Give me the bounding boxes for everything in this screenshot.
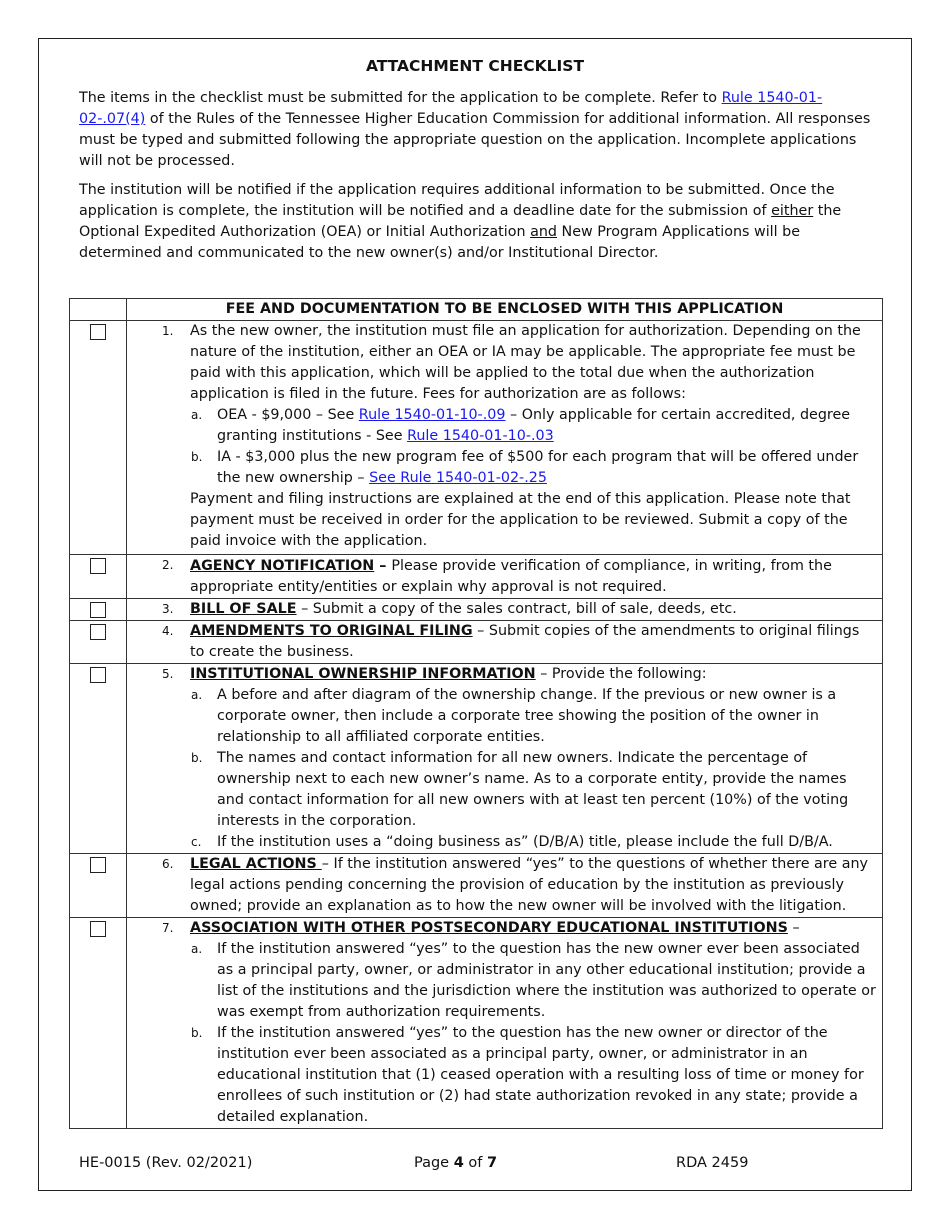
item-number: 6. xyxy=(162,857,174,871)
page-title: ATTACHMENT CHECKLIST xyxy=(365,57,585,75)
item-text: Please provide verification of compliance, in writing, from the appropriate entity/entities or explain why approval is not required. xyxy=(190,558,832,595)
item-text: – Submit copies of the amendments to original filings to create the business. xyxy=(190,623,860,660)
item-text: – Submit a copy of the sales contract, bill of sale, deeds, etc. xyxy=(296,601,737,617)
page-of: of xyxy=(463,1155,488,1171)
checkbox-column-header xyxy=(70,299,127,321)
page-prefix: Page xyxy=(414,1155,454,1171)
rule-link-1003[interactable]: Rule 1540-01-10-.03 xyxy=(407,428,554,444)
intro-paragraph-1 xyxy=(79,88,874,172)
item-heading: BILL OF SALE xyxy=(190,601,297,617)
page-total: 7 xyxy=(487,1155,498,1171)
item-5-subitem-c xyxy=(127,832,876,853)
item-number: 4. xyxy=(162,624,174,638)
rule-link-0225[interactable]: See Rule 1540-01-02-.25 xyxy=(369,470,547,486)
intro-either: either xyxy=(771,203,814,219)
footer-rda: RDA 2459 xyxy=(676,1155,749,1171)
checkbox-item-2[interactable] xyxy=(90,558,106,574)
intro-text: The institution will be notified if the application requires additional information to be submitted. Once the application is complete, the institution will be notified and a deadline date for the submission of xyxy=(79,182,835,219)
item-heading: ASSOCIATION WITH OTHER POSTSECONDARY EDUCATIONAL INSTITUTIONS xyxy=(190,920,788,936)
item-number: 3. xyxy=(162,602,174,616)
subitem-text: The names and contact information for all new owners. Indicate the percentage of ownership next to each new owner’s name. As to a corporate entity, provide the names and contact information for all new owners with at least ten percent (10%) of the voting interests in the corporation. xyxy=(217,750,849,829)
footer-page-number xyxy=(414,1155,497,1171)
checklist-row-3 xyxy=(70,599,883,621)
item-number: 2. xyxy=(162,558,174,572)
item-number: 5. xyxy=(162,667,174,681)
checklist-header-row xyxy=(70,299,883,321)
checklist-row-6 xyxy=(70,854,883,918)
subitem-text: A before and after diagram of the ownership change. If the previous or new owner is a corporate owner, then include a corporate tree showing the position of the owner in relationship to all affiliated corporate entities. xyxy=(217,687,837,745)
item-5-subitem-b xyxy=(127,748,876,832)
item-number: 7. xyxy=(162,921,174,935)
subitem-letter: a. xyxy=(191,688,203,702)
checklist-table xyxy=(69,298,883,1129)
intro-text: New Program Applications will be determined and communicated to the new owner(s) and/or Institutional Director. xyxy=(79,224,801,261)
checkbox-item-4[interactable] xyxy=(90,624,106,640)
checkbox-item-6[interactable] xyxy=(90,857,106,873)
item-dash: – xyxy=(374,558,392,574)
item-text: – If the institution answered “yes” to the questions of whether there are any legal actions pending concerning the provision of education by the institution as previously owned; provide an explanation as to how the new owner will be involved with the litigation. xyxy=(190,856,868,914)
subitem-letter: c. xyxy=(191,835,202,849)
intro-text: the Optional Expedited Authorization (OEA) or Initial Authorization xyxy=(79,203,842,240)
subitem-letter: a. xyxy=(191,942,203,956)
subitem-text: OEA - $9,000 – See xyxy=(217,407,359,423)
checkbox-item-3[interactable] xyxy=(90,602,106,618)
item-7-subitem-b xyxy=(127,1023,876,1128)
intro-text: The items in the checklist must be submitted for the application to be complete. Refer to xyxy=(79,90,722,106)
item-1 xyxy=(127,321,876,405)
item-text: As the new owner, the institution must file an application for authorization. Depending on the nature of the institution, either an OEA or IA may be applicable. The appropriate fee must be paid with this application, which will be applied to the total due when the authorization application is filed in the future. Fees for authorization are as follows: xyxy=(190,323,861,402)
subitem-text: IA - $3,000 plus the new program fee of $500 for each program that will be offered under the new ownership – xyxy=(217,449,859,486)
checklist-row-2 xyxy=(70,555,883,599)
subitem-letter: b. xyxy=(191,751,203,765)
item-7 xyxy=(127,918,876,939)
checklist-row-5 xyxy=(70,664,883,854)
checklist-row-7 xyxy=(70,918,883,1129)
item-2 xyxy=(127,555,876,598)
footer-form-number: HE-0015 (Rev. 02/2021) xyxy=(79,1155,253,1171)
intro-and: and xyxy=(530,224,557,240)
item-7-subitem-a xyxy=(127,939,876,1023)
rule-link-0207[interactable]: Rule 1540-01-02-.07(4) xyxy=(79,90,823,127)
item-1-subitem-b xyxy=(127,447,876,489)
page-current: 4 xyxy=(453,1155,464,1171)
checkbox-item-1[interactable] xyxy=(90,324,106,340)
checkbox-item-7[interactable] xyxy=(90,921,106,937)
item-5 xyxy=(127,664,876,685)
item-heading: INSTITUTIONAL OWNERSHIP INFORMATION xyxy=(190,666,536,682)
checklist-header: FEE AND DOCUMENTATION TO BE ENCLOSED WITH THIS APPLICATION xyxy=(127,299,883,321)
item-3 xyxy=(127,599,876,620)
item-heading: AGENCY NOTIFICATION xyxy=(190,558,375,574)
subitem-text: If the institution uses a “doing business as” (D/B/A) title, please include the full D/B/A. xyxy=(217,834,833,850)
intro-paragraph-2 xyxy=(79,180,874,264)
checklist-row-4 xyxy=(70,621,883,664)
item-1-subitem-a xyxy=(127,405,876,447)
checklist-row-1 xyxy=(70,321,883,555)
item-heading: LEGAL ACTIONS xyxy=(190,856,322,872)
subitem-text: If the institution answered “yes” to the question has the new owner ever been associated as a principal party, owner, or administrator in any other educational institution; provide a list of the institutions and the jurisdiction where the institution was authorized to operate or was exempt from authorization requirements. xyxy=(217,941,876,1020)
subitem-text: If the institution answered “yes” to the question has the new owner or director of the institution ever been associated as a principal party, owner, or administrator in an educational institution that (1) ceased operation with a resulting loss of time or money for enrollees of such institution or (2) had state authorization revoked in any state; provide a detailed explanation. xyxy=(217,1025,864,1125)
subitem-letter: b. xyxy=(191,450,203,464)
item-heading: AMENDMENTS TO ORIGINAL FILING xyxy=(190,623,473,639)
item-text: – Provide the following: xyxy=(535,666,707,682)
subitem-text: – Only applicable for certain accredited, degree granting institutions - See xyxy=(217,407,851,444)
item-6 xyxy=(127,854,876,917)
intro-text: of the Rules of the Tennessee Higher Education Commission for additional information. All responses must be typed and submitted following the appropriate question on the application. Incomplete applications will not be processed. xyxy=(79,111,871,169)
item-number: 1. xyxy=(162,324,174,338)
item-4 xyxy=(127,621,876,663)
payment-instructions: Payment and filing instructions are explained at the end of this application. Please note that payment must be received in order for the application to be reviewed. Submit a copy of the paid invoice with the application. xyxy=(190,491,851,549)
checkbox-item-5[interactable] xyxy=(90,667,106,683)
subitem-letter: a. xyxy=(191,408,203,422)
rule-link-1009[interactable]: Rule 1540-01-10-.09 xyxy=(358,407,506,423)
item-5-subitem-a xyxy=(127,685,876,748)
item-text: – xyxy=(787,920,800,936)
subitem-letter: b. xyxy=(191,1026,203,1040)
